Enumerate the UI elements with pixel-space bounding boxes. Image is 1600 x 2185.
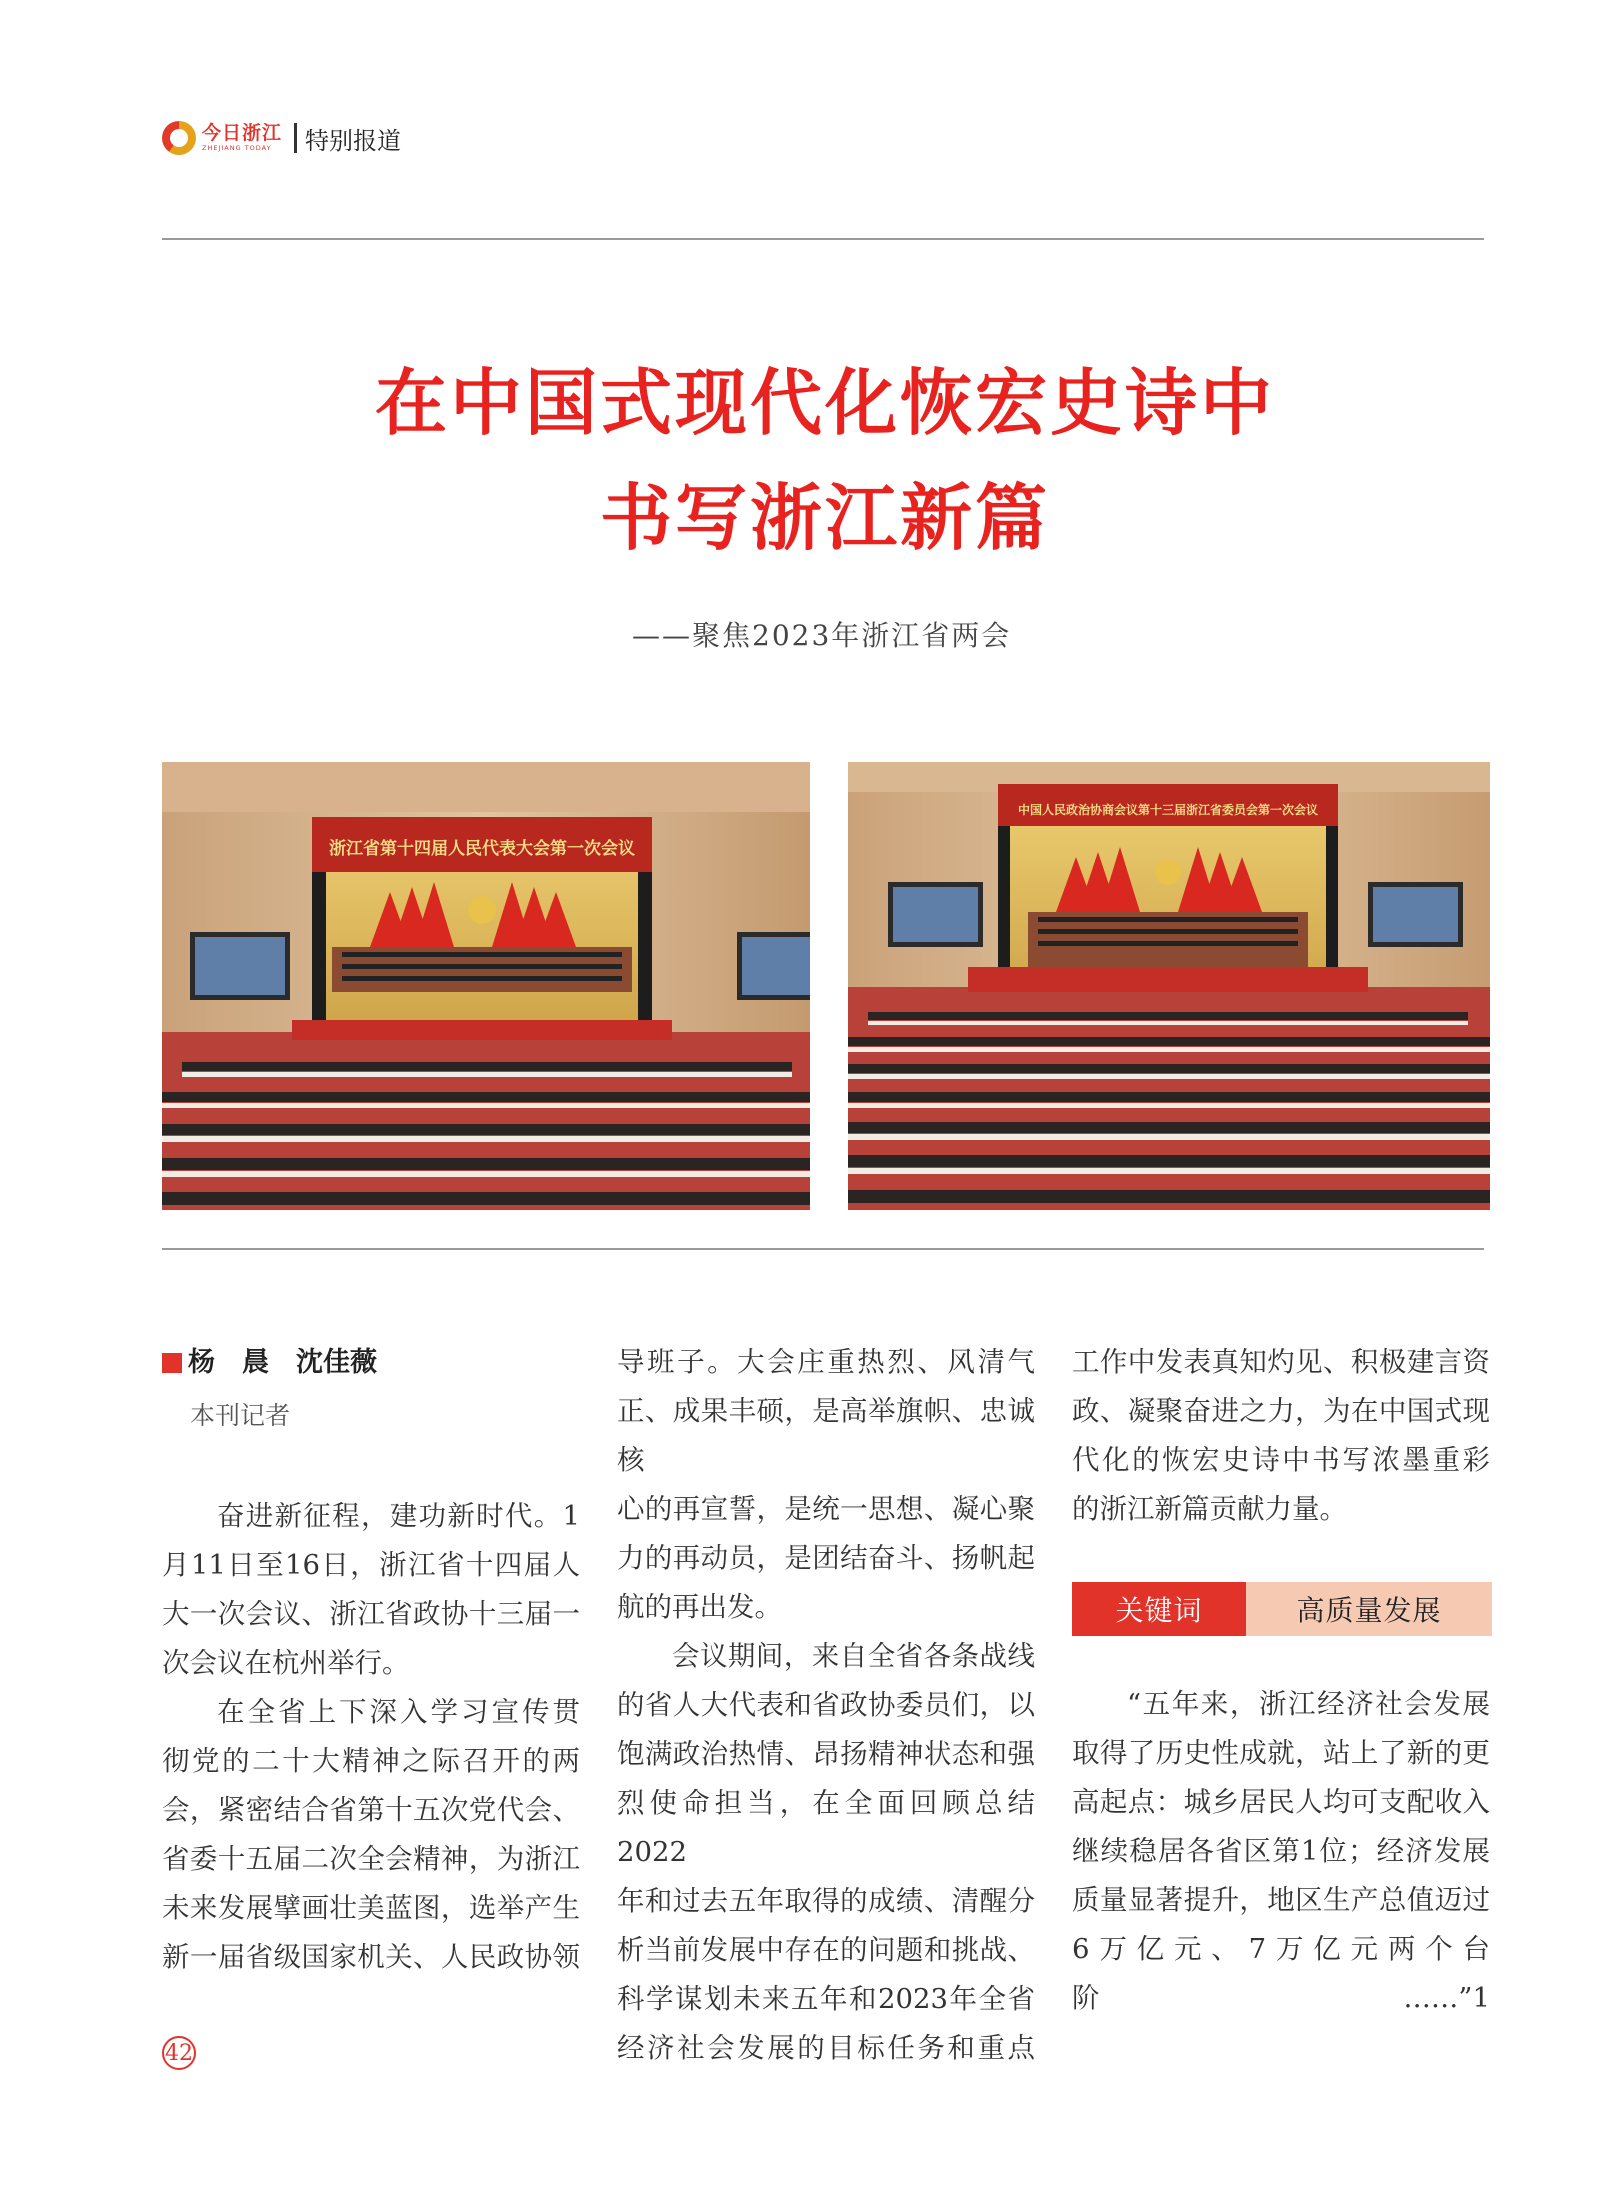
text-line: 会议期间，来自全省各条战线 [672,1640,1035,1672]
photo-npc-session [162,762,810,1210]
paragraph [617,1632,1035,2073]
text-line: 年和过去五年取得的成绩、清醒分 [617,1885,1035,1917]
text-line: “五年来，浙江经济社会发展 [1127,1688,1490,1720]
article-column-3-continued [1072,1680,1490,2023]
text-line: 经济社会发展的目标任务和重点 [617,2032,1035,2064]
text-line: 析当前发展中存在的问题和挑战、 [617,1934,1035,1966]
text-line: 航的再出发。 [617,1591,782,1623]
text-line: 烈使命担当，在全面回顾总结2022 [617,1787,1035,1868]
text-line: 月11日至16日，浙江省十四届人 [162,1549,580,1581]
photo-left-banner: 浙江省第十四届人民代表大会第一次会议 [329,839,635,859]
text-line: 工作中发表真知灼见、积极建言资 [1072,1346,1490,1378]
article-title-line-1: 在中国式现代化恢宏史诗中 [374,361,1275,445]
text-line: 导班子。大会庄重热烈、风清气 [617,1346,1035,1378]
article-column-2 [617,1338,1035,2073]
text-line: 未来发展擘画壮美蓝图，选举产生 [162,1892,580,1924]
keyword-label: 关键词 [1072,1582,1246,1636]
keyword-box [1072,1582,1492,1636]
text-line: 彻党的二十大精神之际召开的两 [162,1745,580,1777]
article-column-1 [162,1338,580,1982]
text-line: 省委十五届二次全会精神，为浙江 [162,1843,580,1875]
page-number: 42 [162,2036,196,2070]
text-line: 饱满政治热情、昂扬精神状态和强 [617,1738,1035,1770]
text-line: 的浙江新篇贡献力量。 [1072,1493,1347,1525]
paragraph [162,1688,580,1982]
keyword-value: 高质量发展 [1246,1582,1492,1636]
magazine-header [162,118,401,158]
paragraph [162,1492,580,1688]
text-line: 大一次会议、浙江省政协十三届一 [162,1598,580,1630]
text-line: 代化的恢宏史诗中书写浓墨重彩 [1072,1444,1490,1476]
text-line: 的省人大代表和省政协委员们，以 [617,1689,1035,1721]
logo-english-name: ZHEJIANG TODAY [202,144,272,153]
article-title-line-2: 书写浙江新篇 [599,476,1050,560]
logo-chinese-name: 今日浙江 [202,122,283,145]
photo-right-banner: 中国人民政治协商会议第十三届浙江省委员会第一次会议 [1017,803,1319,817]
text-line: 质量显著提升，地区生产总值迈过 [1072,1884,1490,1916]
section-label: 特别报道 [305,126,402,155]
text-line: 正、成果丰硕，是高举旗帜、忠诚核 [617,1395,1035,1476]
text-line: 心的再宣誓，是统一思想、凝心聚 [617,1493,1035,1525]
magazine-logo-icon [162,121,196,155]
text-line: 奋进新征程，建功新时代。1 [217,1500,580,1532]
byline-role: 本刊记者 [190,1401,291,1430]
authors-text: 杨 晨 沈佳薇 [188,1347,377,1378]
byline-authors [162,1338,580,1387]
paragraph [1072,1680,1490,2023]
byline-square-icon [162,1353,182,1373]
section-rule [162,1248,1484,1250]
photo-cppcc-session [848,762,1490,1210]
text-line: 次会议在杭州举行。 [162,1647,410,1679]
text-line: 取得了历史性成就，站上了新的更 [1072,1737,1490,1769]
magazine-logo [202,124,282,152]
paragraph [1072,1338,1490,1534]
text-line: 力的再动员，是团结奋斗、扬帆起 [617,1542,1035,1574]
text-line: 科学谋划未来五年和2023年全省 [617,1983,1035,2015]
text-line: 高起点：城乡居民人均可支配收入 [1072,1786,1490,1818]
text-line: 6万亿元、7万亿元两个台阶……”1 [1072,1933,1490,2014]
text-line: 新一届省级国家机关、人民政协领 [162,1941,580,1973]
paragraph [617,1338,1035,1632]
text-line: 会，紧密结合省第十五次党代会、 [162,1794,580,1826]
article-column-3 [1072,1338,1490,1534]
header-rule [162,238,1484,240]
text-line: 政、凝聚奋进之力，为在中国式现 [1072,1395,1490,1427]
header-divider [294,123,297,153]
article-subtitle: ——聚焦2023年浙江省两会 [632,619,1012,652]
text-line: 继续稳居各省区第1位；经济发展 [1072,1835,1490,1867]
text-line: 在全省上下深入学习宣传贯 [217,1696,580,1728]
